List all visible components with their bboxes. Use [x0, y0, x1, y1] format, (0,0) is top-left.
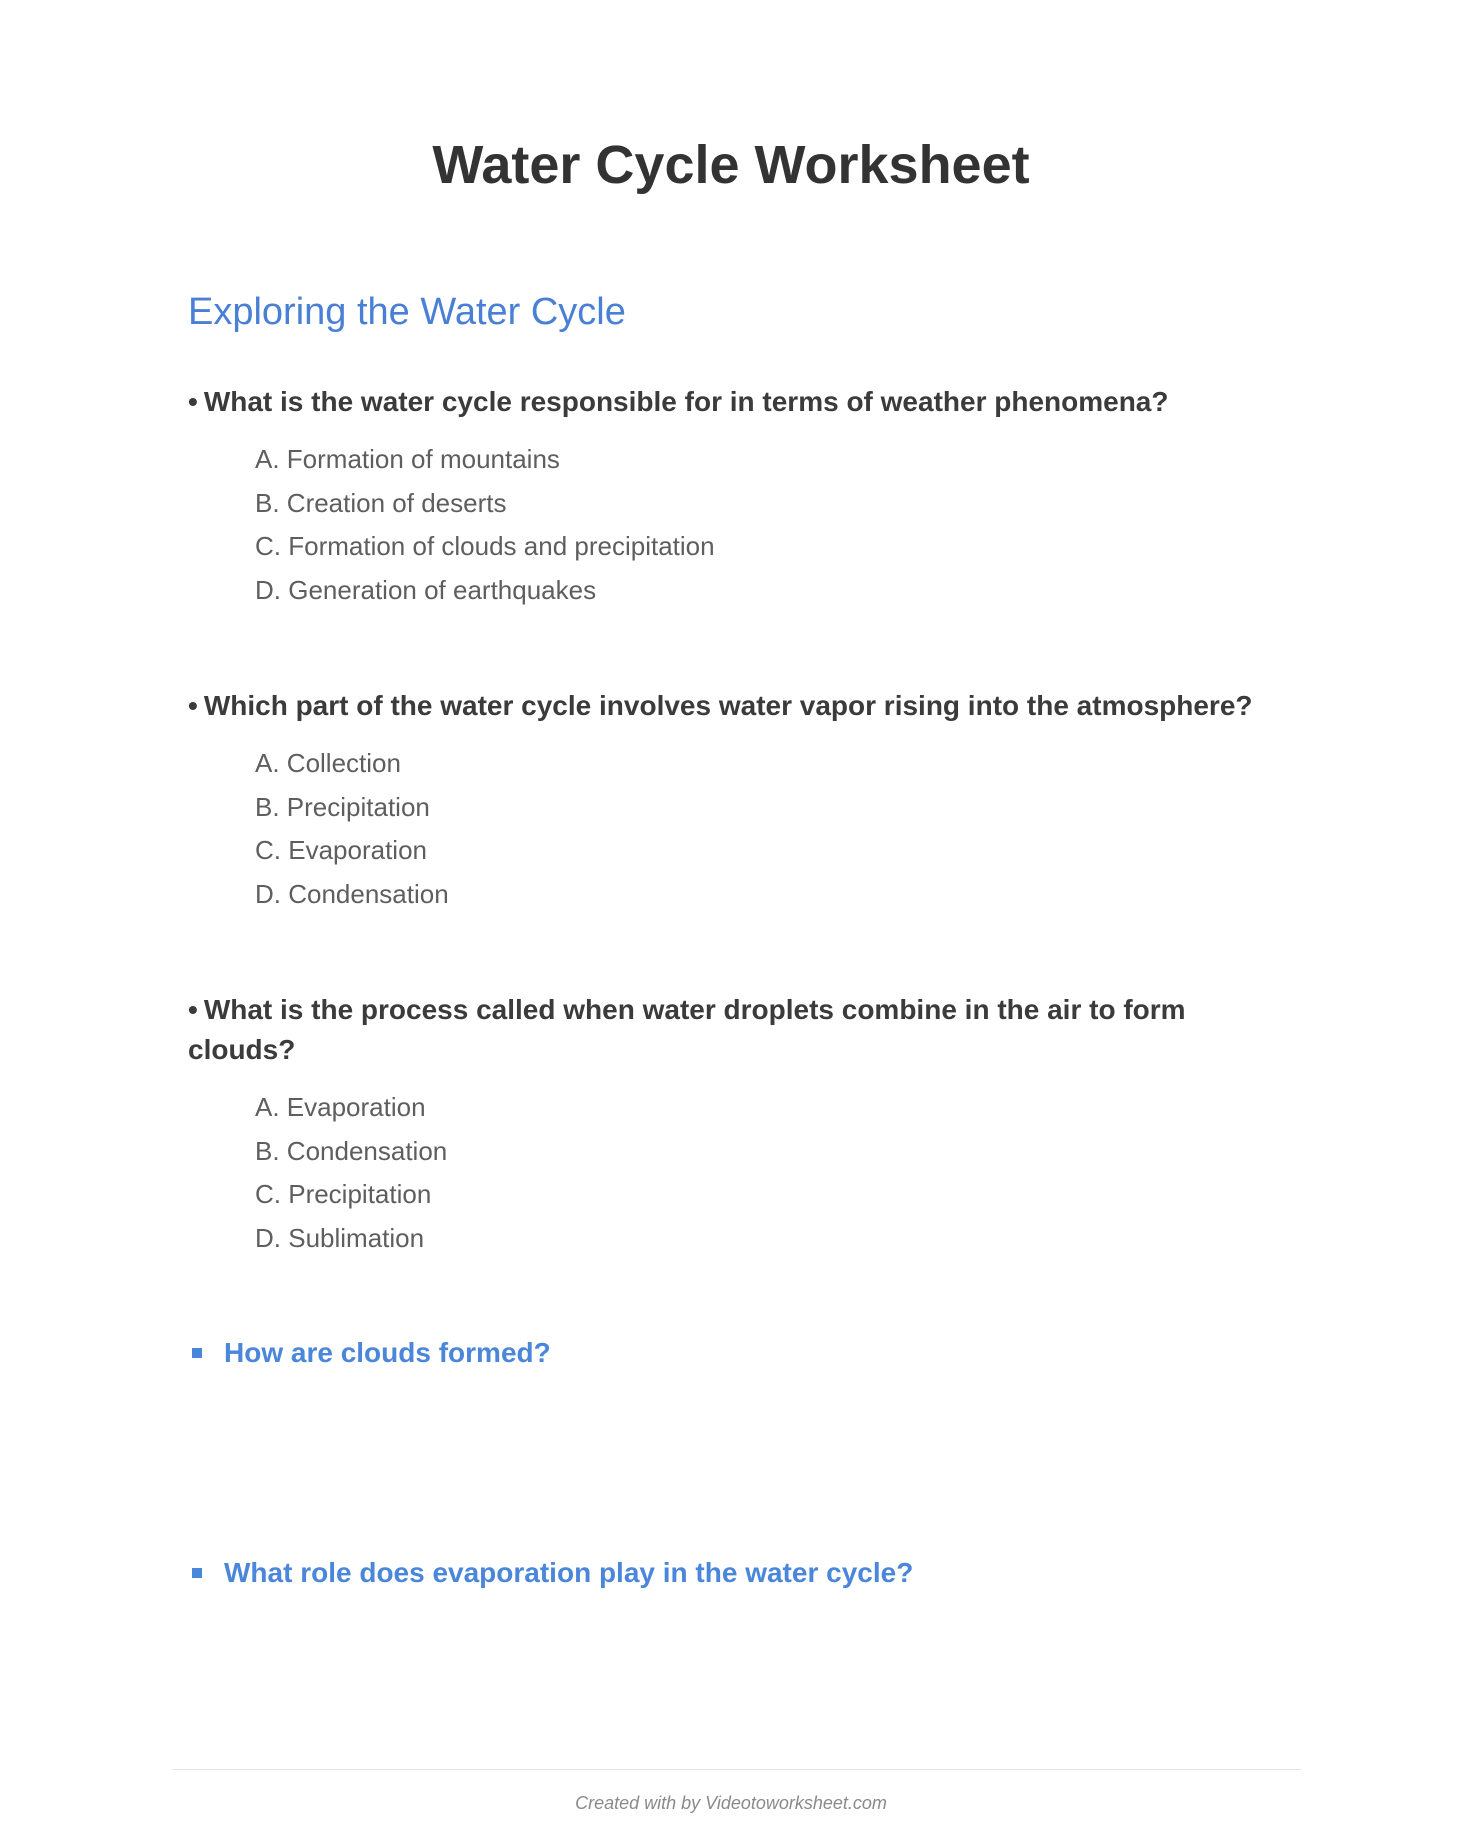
question-2-text [188, 686, 1274, 726]
bullet-icon: • [188, 386, 198, 417]
option-c[interactable]: C. Formation of clouds and precipitation [255, 531, 715, 561]
option-d[interactable]: D. Condensation [255, 878, 449, 909]
question-3 [188, 990, 1274, 1260]
footer-divider [173, 1769, 1301, 1770]
option-a[interactable]: A. Formation of mountains [255, 444, 560, 474]
question-3-options [255, 1086, 1274, 1260]
question-2 [188, 686, 1274, 916]
option-c[interactable]: C. Precipitation [255, 1179, 432, 1209]
question-2-label: Which part of the water cycle involves water vapor rising into the atmosphere? [203, 690, 1253, 721]
option-b[interactable]: B. Condensation [255, 1135, 448, 1166]
question-1-label: What is the water cycle responsible for in terms of weather phenomena? [203, 386, 1169, 417]
question-1-options [255, 438, 1274, 612]
question-1-text [188, 382, 1274, 422]
question-3-label: What is the process called when water droplets combine in the air to form clouds? [188, 994, 1186, 1065]
footer-credit: Created with by Videotoworksheet.com [575, 1793, 887, 1813]
page-title: Water Cycle Worksheet [432, 135, 1030, 195]
bullet-icon: • [188, 690, 198, 721]
open-question-1 [188, 1333, 1274, 1373]
option-b[interactable]: B. Precipitation [255, 791, 430, 822]
question-2-options [255, 742, 1274, 916]
open-question-2 [188, 1553, 1274, 1593]
section-title: Exploring the Water Cycle [188, 291, 626, 333]
square-bullet-icon [192, 1568, 202, 1578]
open-question-2-text: What role does evaporation play in the water cycle? [224, 1557, 914, 1588]
option-c[interactable]: C. Evaporation [255, 835, 427, 865]
open-question-1-text: How are clouds formed? [224, 1337, 551, 1368]
square-bullet-icon [192, 1348, 202, 1358]
question-1 [188, 382, 1274, 612]
option-a[interactable]: A. Collection [255, 748, 401, 778]
option-d[interactable]: D. Sublimation [255, 1222, 425, 1253]
option-a[interactable]: A. Evaporation [255, 1092, 426, 1122]
option-d[interactable]: D. Generation of earthquakes [255, 574, 597, 605]
option-b[interactable]: B. Creation of deserts [255, 487, 507, 518]
bullet-icon: • [188, 994, 198, 1025]
question-3-text [188, 990, 1274, 1070]
